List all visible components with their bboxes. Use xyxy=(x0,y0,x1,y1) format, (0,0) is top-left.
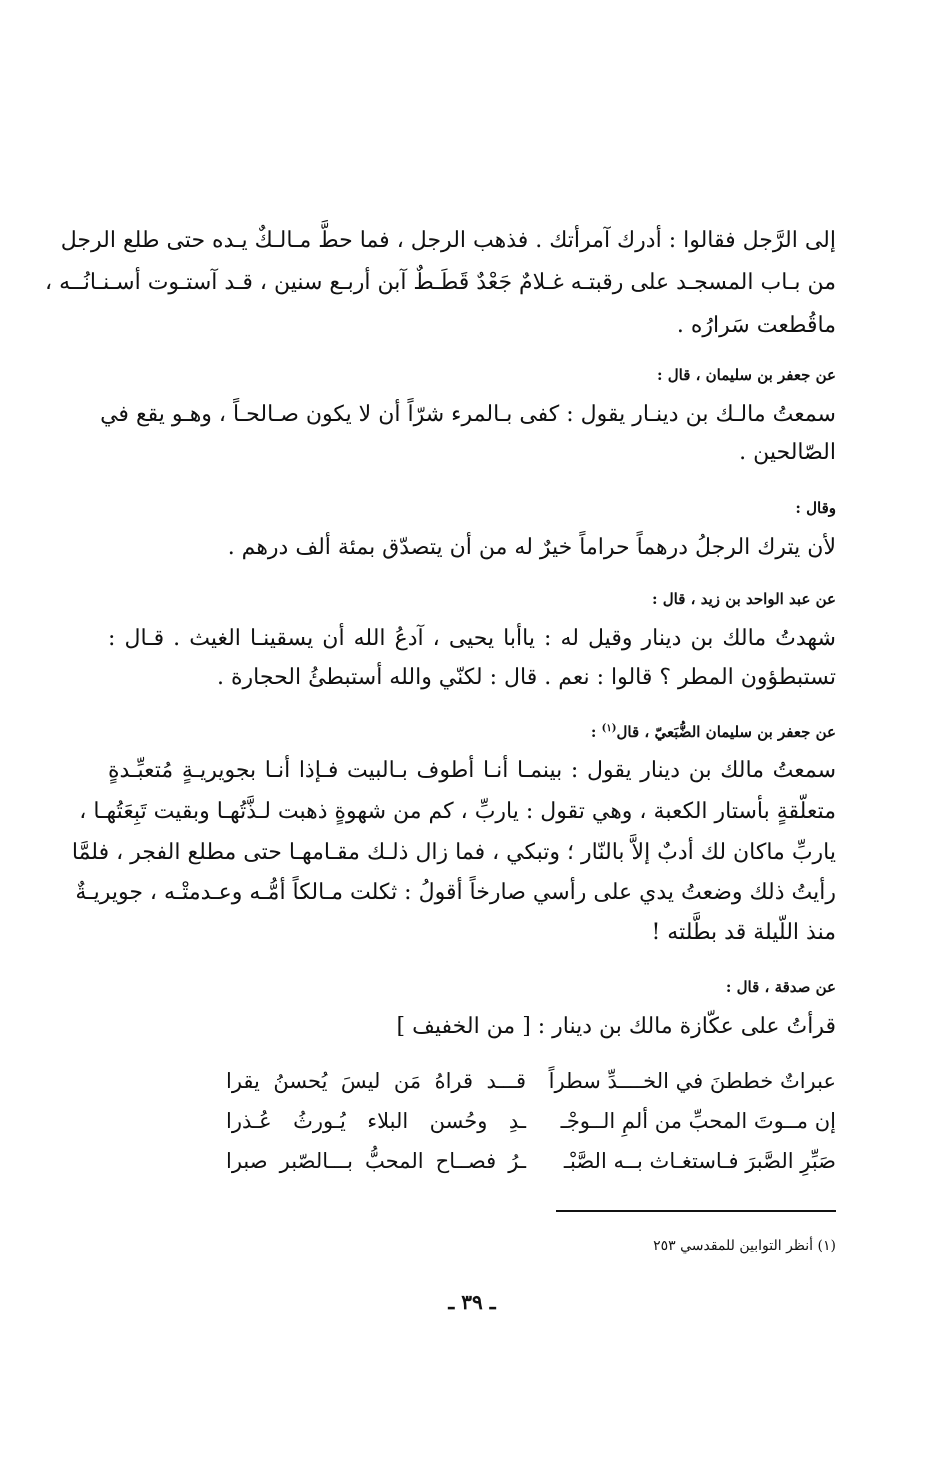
narration-lead xyxy=(108,718,836,743)
verse-first-hemistich: صَبِّرِ الصَّبرَ فـاستغـاث بــه الصَّبْـ xyxy=(563,1149,836,1173)
narration-lead: عن صدقة ، قال : xyxy=(725,978,836,996)
paragraph-line: من بـاب المسجـد على رقبتـه غـلامٌ جَعْدٌ قَطَـطٌ آبن أربـع سنين ، قـد آستـوت أسـنـانُــه ، xyxy=(45,270,836,295)
paragraph-line: سمعتُ مالـك بن دينـار يقول : كفى بـالمرء شرّاً أن لا يكون صـالحـاً ، وهـو يقع في xyxy=(100,402,836,427)
paragraph-line: تستبطؤون المطر ؟ قالوا : نعم . قال : لكنّي والله أستبطئُ الحجارة . xyxy=(217,665,836,690)
narration-lead: عن جعفر بن سليمان ، قال : xyxy=(656,366,836,384)
paragraph-line: متعلّقةٍ بأستار الكعبة ، وهي تقول : ياربِّ ، كم من شهوةٍ ذهبت لـذَّتُهـا وبقيت تَبِعَتُهـا ، xyxy=(79,799,836,824)
paragraph-line: ياربِّ ماكان لك أدبٌ إلاَّ بالنّار ؛ وتبكي ، فما زال ذلـك مقـامهـا حتى مطلع الفجر ، فلمَّا xyxy=(71,840,836,865)
verse-first-hemistich: عبراتٌ خططنَ في الخــــدِّ سطراً xyxy=(548,1069,836,1093)
verse-second-hemistich: قـــد قراهُ مَن ليسَ يُحسنُ يقرا xyxy=(226,1069,526,1093)
paragraph-line: رأيتُ ذلك وضعتُ يدي على رأسي صارخاً أقولُ : ثكلت مـالكاً أمُّـه وعـدمتْـه ، جويريـةٌ xyxy=(75,880,836,905)
paragraph-line: الصّالحين . xyxy=(739,440,836,465)
narration-lead: وقال : xyxy=(795,499,836,517)
poem-verse xyxy=(108,1106,836,1136)
footnote-marker: (١) xyxy=(601,723,617,734)
page-number: ـ ٣٩ ـ xyxy=(448,1290,496,1314)
paragraph-line: قرأتُ على عكّازة مالك بن دينار : [ من الخفيف ] xyxy=(396,1014,836,1039)
narration-lead: عن عبد الواحد بن زيد ، قال : xyxy=(652,590,836,608)
poem-verse xyxy=(108,1066,836,1096)
narration-lead-tail: : xyxy=(590,723,602,741)
footnote: (١) أنظر التوابين للمقدسي ٢٥٣ xyxy=(653,1238,836,1254)
paragraph-line: إلى الرَّجل فقالوا : أدرك آمرأتك . فذهب الرجل ، فما حطَّ مـالـكٌ يـده حتى طلع الرجل xyxy=(60,228,836,253)
paragraph-line: شهدتُ مالك بن دينار وقيل له : ياأبا يحيى ، آدعُ الله أن يسقينـا الغيث . قـال : xyxy=(108,626,836,651)
paragraph-line: لأن يترك الرجلُ درهماً حراماً خيرٌ له من أن يتصدّق بمئة ألف درهم . xyxy=(227,535,836,560)
paragraph-line: منذ اللّيلة قد بطَّلته ! xyxy=(651,920,836,945)
paragraph-line: ماقُطعت سَرارُه . xyxy=(676,313,836,338)
footnote-divider xyxy=(556,1210,836,1212)
verse-first-hemistich: إن مــوتَ المحبِّ من ألمِ الــوجْـ xyxy=(560,1109,836,1133)
verse-second-hemistich: ـرُ فصــاح المحبُّ بـــالصّبر صبرا xyxy=(226,1149,526,1173)
narration-lead-text: عن جعفر بن سليمان الضُّبَعيّ ، قال xyxy=(616,723,836,741)
poem-verse xyxy=(108,1146,836,1176)
verse-second-hemistich: ـدِ وحُسن البلاء يُـورثُ عُـذرا xyxy=(226,1109,526,1133)
paragraph-line: سمعتُ مالك بن دينار يقول : بينمـا أنـا أطوف بـالبيت فـإذا أنـا بجويريـةٍ مُتعبِّـدةٍ xyxy=(108,758,836,783)
